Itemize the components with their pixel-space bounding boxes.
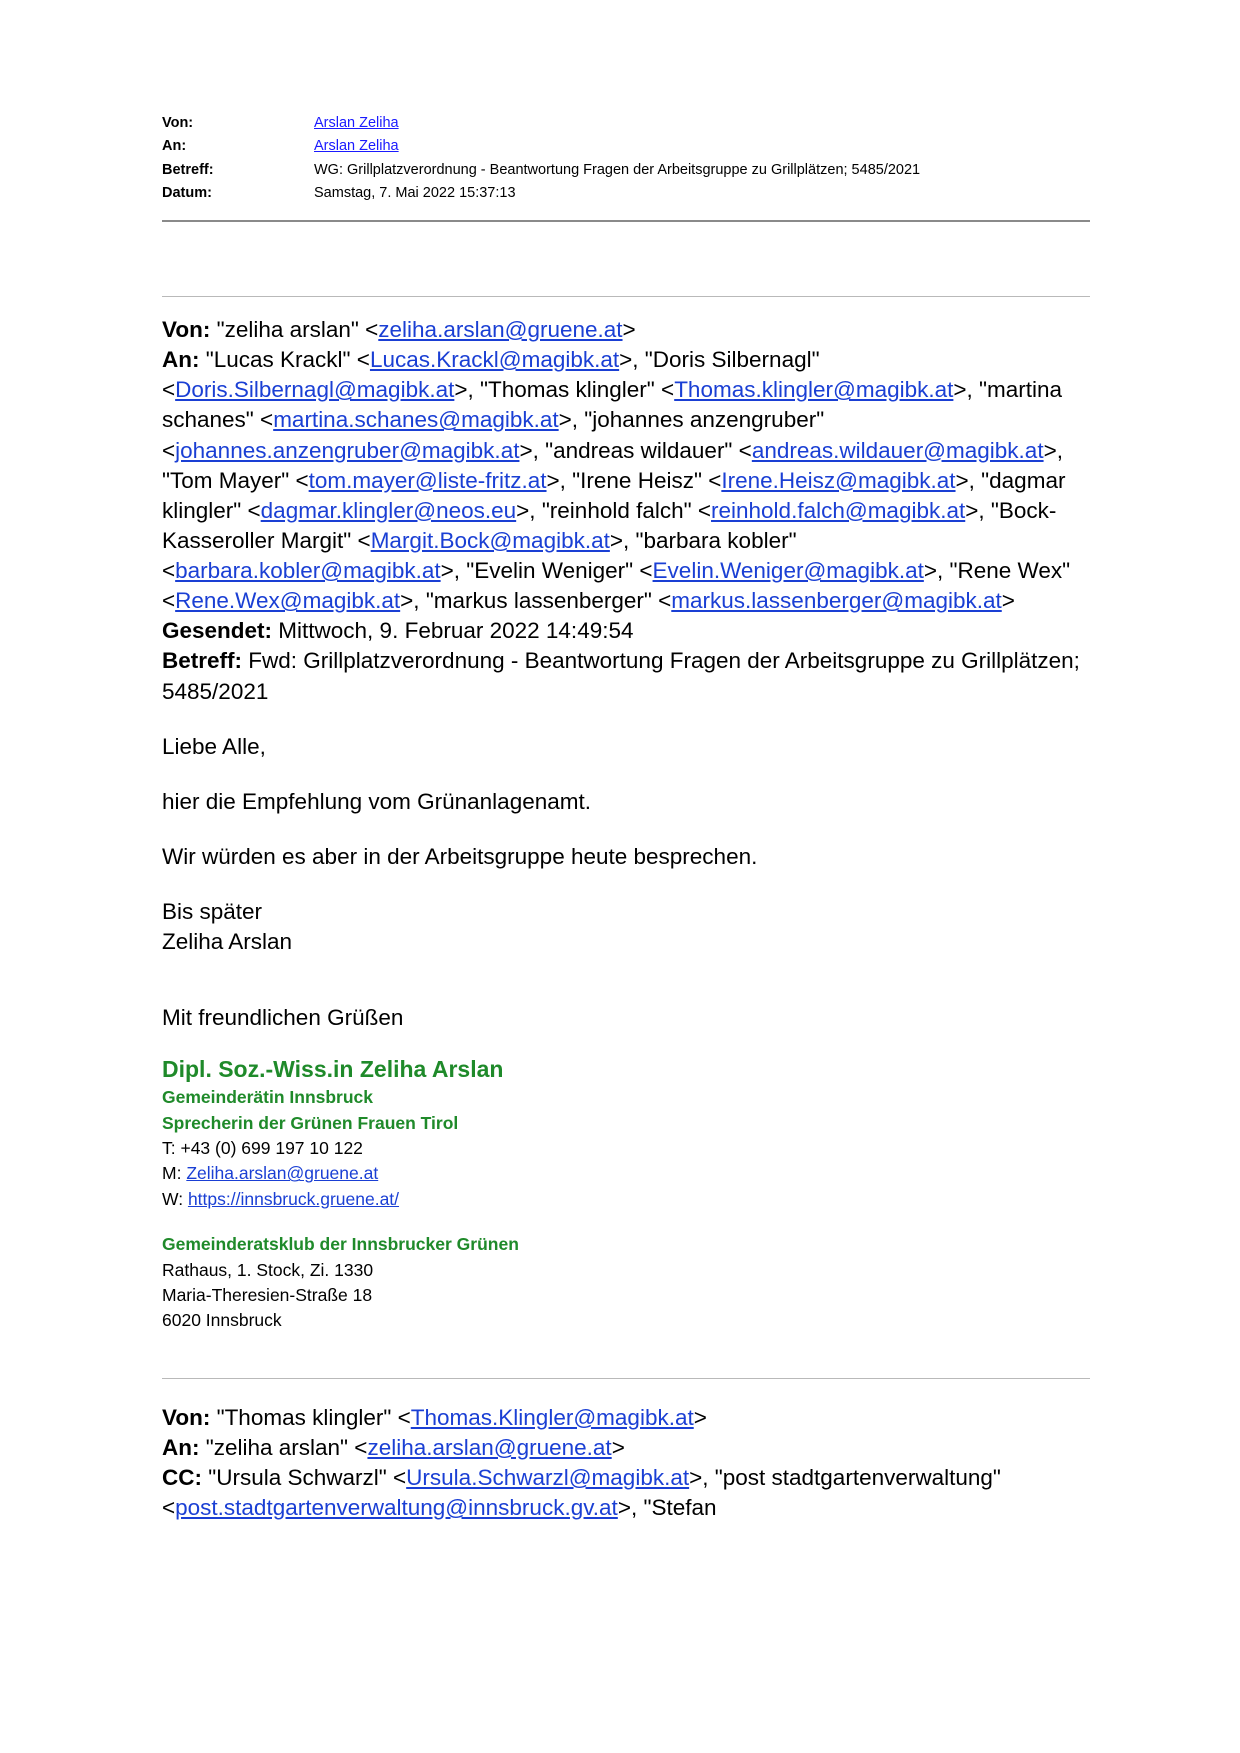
header-label-betreff: Betreff:: [162, 161, 214, 178]
message2-cc-text-4: >, "Stefan: [617, 1495, 717, 1521]
message1-an-text-30: >: [1001, 588, 1015, 614]
forwarded-message-2: [162, 1403, 1090, 1524]
message-separator-bottom: [162, 1378, 1090, 1379]
signature-web-row: [162, 1187, 1090, 1212]
message1-an-email-link-11[interactable]: andreas.wildauer@magibk.at: [751, 437, 1044, 463]
message1-an-email-link-3[interactable]: Doris.Silbernagl@magibk.at: [175, 377, 455, 403]
header-label-datum: Datum:: [162, 185, 212, 202]
message1-an-email-link-29[interactable]: markus.lassenberger@magibk.at: [671, 588, 1002, 614]
header-value-an[interactable]: Arslan Zeliha: [314, 138, 399, 155]
message1-an-text-26: >, "Rene Wex" <: [162, 558, 1071, 614]
message1-an-text-18: >, "reinhold falch" <: [516, 497, 712, 523]
signature-address-2: Maria-Theresien-Straße 18: [162, 1284, 373, 1305]
header-value-von[interactable]: Arslan Zeliha: [314, 115, 399, 131]
header-row-von: [162, 112, 1090, 135]
message2-cc-email-link-3[interactable]: post.stadtgartenverwaltung@innsbruck.gv.at: [175, 1495, 618, 1521]
header-row-datum: [162, 182, 1090, 205]
message1-an-text-0: "Lucas Krackl" <: [205, 347, 370, 373]
message1-closing-2: Zeliha Arslan: [162, 929, 293, 955]
message1-gesendet-label: Gesendet:: [162, 618, 273, 644]
message2-von-email-link[interactable]: Thomas.Klingler@magibk.at: [410, 1404, 694, 1430]
message1-an-email-link-17[interactable]: dagmar.klingler@neos.eu: [260, 497, 517, 523]
message1-von-close: >: [622, 316, 636, 342]
header-value-betreff: WG: Grillplatzverordnung - Beantwortung Fragen der Arbeitsgruppe zu Grillplätzen; 5485/2021: [314, 161, 921, 178]
message1-an-email-link-1[interactable]: Lucas.Krackl@magibk.at: [369, 347, 620, 373]
message2-an-email-link[interactable]: zeliha.arslan@gruene.at: [367, 1434, 612, 1460]
message1-an-text-22: >, "barbara kobler" <: [162, 527, 797, 584]
message1-an-email-link-5[interactable]: Thomas.klingler@magibk.at: [674, 377, 954, 403]
message1-an-text-24: >, "Evelin Weniger" <: [440, 558, 653, 584]
gap: [162, 707, 1090, 732]
message1-an-email-link-23[interactable]: barbara.kobler@magibk.at: [175, 558, 441, 584]
signature-address-1: Rathaus, 1. Stock, Zi. 1330: [162, 1259, 374, 1280]
message1-line-2: Wir würden es aber in der Arbeitsgruppe heute besprechen.: [162, 844, 758, 870]
message2-an-text: "zeliha arslan" <: [199, 1434, 368, 1460]
signature-address-3: 6020 Innsbruck: [162, 1310, 282, 1331]
signature-gap: [162, 1034, 1090, 1054]
message1-an-email-link-21[interactable]: Margit.Bock@magibk.at: [370, 527, 610, 553]
message2-cc-text-2: >, "post stadtgartenverwaltung" <: [162, 1465, 1001, 1521]
message1-an-email-link-19[interactable]: reinhold.falch@magibk.at: [711, 497, 966, 523]
message2-an-label: An:: [162, 1434, 200, 1460]
message1-an-email-link-7[interactable]: martina.schanes@magibk.at: [273, 407, 559, 433]
signature-email-link[interactable]: Zeliha.arslan@gruene.at: [186, 1163, 379, 1184]
message1-gesendet-value: Mittwoch, 9. Februar 2022 14:49:54: [272, 618, 634, 644]
message1-an-text-16: >, "dagmar klingler" <: [162, 467, 1066, 523]
message1-von-email-link[interactable]: zeliha.arslan@gruene.at: [378, 316, 623, 342]
message1-betreff-value: Fwd: Grillplatzverordnung - Beantwortung Fragen der Arbeitsgruppe zu Grillplätzen; 5485/2021: [162, 648, 1080, 704]
signature-email-prefix: M:: [162, 1163, 187, 1184]
gap: [162, 762, 1090, 787]
message2-von-close: >: [693, 1404, 707, 1430]
message1-an-text-4: >, "Thomas klingler" <: [454, 377, 675, 403]
message2-cc-label: CC:: [162, 1465, 202, 1490]
signature-role-2: Sprecherin der Grünen Frauen Tirol: [162, 1112, 459, 1133]
message1-von-label: Von:: [162, 316, 211, 342]
message2-von-text: "Thomas klingler" <: [210, 1404, 411, 1430]
header-row-betreff: [162, 159, 1090, 182]
message1-an-text-10: >, "andreas wildauer" <: [519, 437, 752, 463]
header-label-an: An:: [162, 138, 187, 155]
signature-web-link[interactable]: https://innsbruck.gruene.at/: [187, 1188, 400, 1209]
message1-regards: Mit freundlichen Grüßen: [162, 1005, 404, 1031]
header-label-von: Von:: [162, 115, 194, 131]
signature-email-row: [162, 1161, 1090, 1186]
message2-cc-recipients: [162, 1465, 1001, 1520]
message1-an-text-28: >, "markus lassenberger" <: [400, 588, 672, 614]
message1-an-text-12: >, "Tom Mayer" <: [162, 437, 1063, 493]
message1-an-text-14: >, "Irene Heisz" <: [546, 467, 722, 493]
gap: [162, 817, 1090, 842]
signature-inner-gap: [162, 1212, 1090, 1232]
message1-an-email-link-27[interactable]: Rene.Wex@magibk.at: [175, 588, 401, 614]
message1-line-1: hier die Empfehlung vom Grünanlagenamt.: [162, 788, 591, 814]
message1-an-email-link-13[interactable]: tom.mayer@liste-fritz.at: [308, 467, 547, 493]
message-separator-top: [162, 296, 1090, 297]
message2-cc-email-link-1[interactable]: Ursula.Schwarzl@magibk.at: [406, 1465, 690, 1490]
message1-an-email-link-15[interactable]: Irene.Heisz@magibk.at: [721, 467, 956, 493]
gap-large: [162, 957, 1090, 1003]
message1-an-label: An:: [162, 347, 200, 373]
message2-von-label: Von:: [162, 1404, 211, 1430]
signature-web-prefix: W:: [162, 1188, 188, 1209]
message1-an-email-link-25[interactable]: Evelin.Weniger@magibk.at: [652, 558, 924, 584]
message1-an-email-link-9[interactable]: johannes.anzengruber@magibk.at: [175, 437, 520, 463]
message1-betreff-label: Betreff:: [162, 648, 243, 674]
message1-closing-1: Bis später: [162, 899, 263, 925]
signature-role-1: Gemeinderätin Innsbruck: [162, 1087, 374, 1108]
message1-an-text-8: >, "johannes anzengruber" <: [162, 407, 825, 463]
email-signature: [162, 1054, 1090, 1334]
header-row-an: [162, 135, 1090, 158]
signature-name: Dipl. Soz.-Wiss.in Zeliha Arslan: [162, 1055, 504, 1082]
gap: [162, 872, 1090, 897]
message2-an-close: >: [611, 1434, 625, 1460]
message1-an-text-2: >, "Doris Silbernagl" <: [162, 347, 820, 403]
message1-greeting: Liebe Alle,: [162, 733, 266, 759]
message1-an-recipients: [162, 347, 1070, 613]
header-value-datum: Samstag, 7. Mai 2022 15:37:13: [314, 185, 516, 202]
signature-phone: T: +43 (0) 699 197 10 122: [162, 1138, 363, 1159]
header-spacer: [162, 222, 1090, 296]
message2-cc-text-0: "Ursula Schwarzl" <: [202, 1465, 407, 1490]
message1-an-text-6: >, "martina schanes" <: [162, 377, 1063, 433]
forwarded-message-1: [162, 315, 1090, 1034]
message1-von-name: "zeliha arslan" <: [216, 316, 379, 342]
email-header: [162, 112, 1090, 222]
signature-club: Gemeinderatsklub der Innsbrucker Grünen: [162, 1234, 519, 1255]
message1-an-text-20: >, "Bock-Kasseroller Margit" <: [162, 497, 1057, 553]
message2-fields: [162, 1403, 1090, 1524]
message1-fields: [162, 315, 1090, 707]
